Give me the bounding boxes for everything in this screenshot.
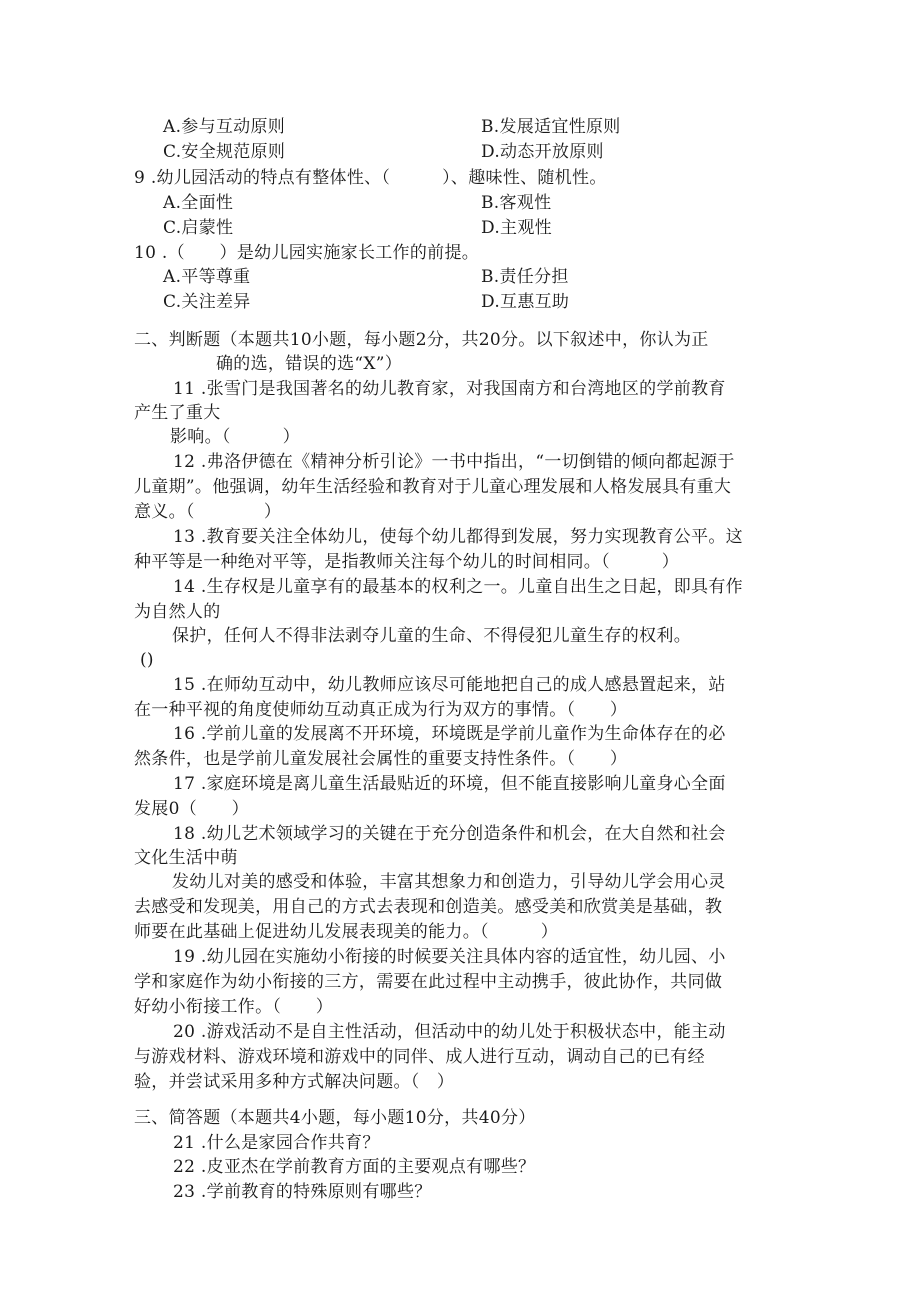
q14-line4: ()	[140, 650, 154, 670]
q13-line2: 种平等是一种绝对平等，是指教师关注每个幼儿的时间相同。（ ）	[134, 552, 680, 572]
q18-line2: 文化生活中萌	[134, 848, 238, 868]
q18-line5: 师要在此基础上促进幼儿发展表现美的能力。（ ）	[134, 922, 558, 942]
q8-option-c: C.安全规范原则	[163, 142, 286, 162]
q10-option-d: D.互惠互助	[481, 292, 570, 312]
q19-line3: 好幼小衔接工作。（ ）	[134, 997, 334, 1017]
q13-line1: 13 .教育要关注全体幼儿，使每个幼儿都得到发展，努力实现教育公平。这	[173, 527, 743, 547]
q10-option-a: A.平等尊重	[163, 267, 251, 287]
q9-option-b: B.客观性	[481, 193, 552, 213]
q10-option-c: C.关注差异	[163, 292, 251, 312]
section2-heading: 二、判断题（本题共10小题，每小题2分，共20分。以下叙述中，你认为正	[134, 330, 709, 350]
q11-line2: 产生了重大	[134, 403, 221, 423]
q18-line3: 发幼儿对美的感受和体验，丰富其想象力和创造力，引导幼儿学会用心灵	[172, 872, 726, 892]
q8-option-b: B.发展适宜性原则	[481, 117, 621, 137]
q15-line1: 15 .在师幼互动中，幼儿教师应该尽可能地把自己的成人感悬置起来，站	[173, 675, 726, 695]
q9-option-a: A.全面性	[163, 193, 234, 213]
q22-question: 22 .皮亚杰在学前教育方面的主要观点有哪些？	[173, 1157, 536, 1177]
q10-stem: 10 .（ ）是幼儿园实施家长工作的前提。	[134, 243, 480, 263]
section2-heading-cont: 确的选，错误的选“X”）	[216, 354, 403, 374]
q11-line3: 影响。（ ）	[170, 427, 300, 447]
q9-option-d: D.主观性	[481, 218, 552, 238]
q18-line1: 18 .幼儿艺术领域学习的关键在于充分创造条件和机会，在大自然和社会	[173, 824, 726, 844]
q8-option-a: A.参与互动原则	[163, 117, 286, 137]
q19-line1: 19 .幼儿园在实施幼小衔接的时候要关注具体内容的适宜性，幼儿园、小	[173, 947, 726, 967]
q12-line3: 意义。（ ）	[134, 502, 282, 522]
q14-line1: 14 .生存权是儿童享有的最基本的权利之一。儿童自出生之日起，即具有作	[173, 577, 743, 597]
q15-line2: 在一种平视的角度使师幼互动真正成为行为双方的事情。（ ）	[134, 700, 628, 720]
q23-question: 23 .学前教育的特殊原则有哪些？	[173, 1182, 432, 1202]
q10-option-b: B.责任分担	[481, 267, 569, 287]
q17-line1: 17 .家庭环境是离儿童生活最贴近的环境，但不能直接影响儿童身心全面	[173, 774, 726, 794]
q18-line4: 去感受和发现美，用自己的方式去表现和创造美。感受美和欣赏美是基础，教	[134, 897, 723, 917]
q14-line3: 保护，任何人不得非法剥夺儿童的生命、不得侵犯儿童生存的权利。	[172, 626, 691, 646]
q14-line2: 为自然人的	[134, 602, 221, 622]
q19-line2: 学和家庭作为幼小衔接的三方，需要在此过程中主动携手，彼此协作，共同做	[134, 972, 723, 992]
q20-line2: 与游戏材料、游戏环境和游戏中的同伴、成人进行互动，调动自己的已有经	[134, 1047, 705, 1067]
section3-heading: 三、简答题（本题共4小题，每小题10分，共40分）	[134, 1108, 536, 1128]
q8-option-d: D.动态开放原则	[481, 142, 604, 162]
q12-line2: 儿童期”。他强调，幼年生活经验和教育对于儿童心理发展和人格发展具有重大	[134, 477, 732, 497]
q21-question: 21 .什么是家园合作共育？	[173, 1133, 380, 1153]
q16-line2: 然条件，也是学前儿童发展社会属性的重要支持性条件。（ ）	[134, 749, 628, 769]
q12-line1: 12 .弗洛伊德在《精神分析引论》一书中指出，“一切倒错的倾向都起源于	[173, 452, 735, 472]
q20-line3: 验，并尝试采用多种方式解决问题。（ ）	[134, 1072, 455, 1092]
q16-line1: 16 .学前儿童的发展离不开环境，环境既是学前儿童作为生命体存在的必	[173, 724, 726, 744]
q9-stem: 9 .幼儿园活动的特点有整体性、（ ）、趣味性、随机性。	[134, 168, 607, 188]
q9-option-c: C.启蒙性	[163, 218, 234, 238]
q20-line1: 20 .游戏活动不是自主性活动，但活动中的幼儿处于积极状态中，能主动	[173, 1022, 726, 1042]
q17-line2: 发展0（ ）	[134, 799, 249, 819]
q11-line1: 11 .张雪门是我国著名的幼儿教育家，对我国南方和台湾地区的学前教育	[173, 379, 726, 399]
